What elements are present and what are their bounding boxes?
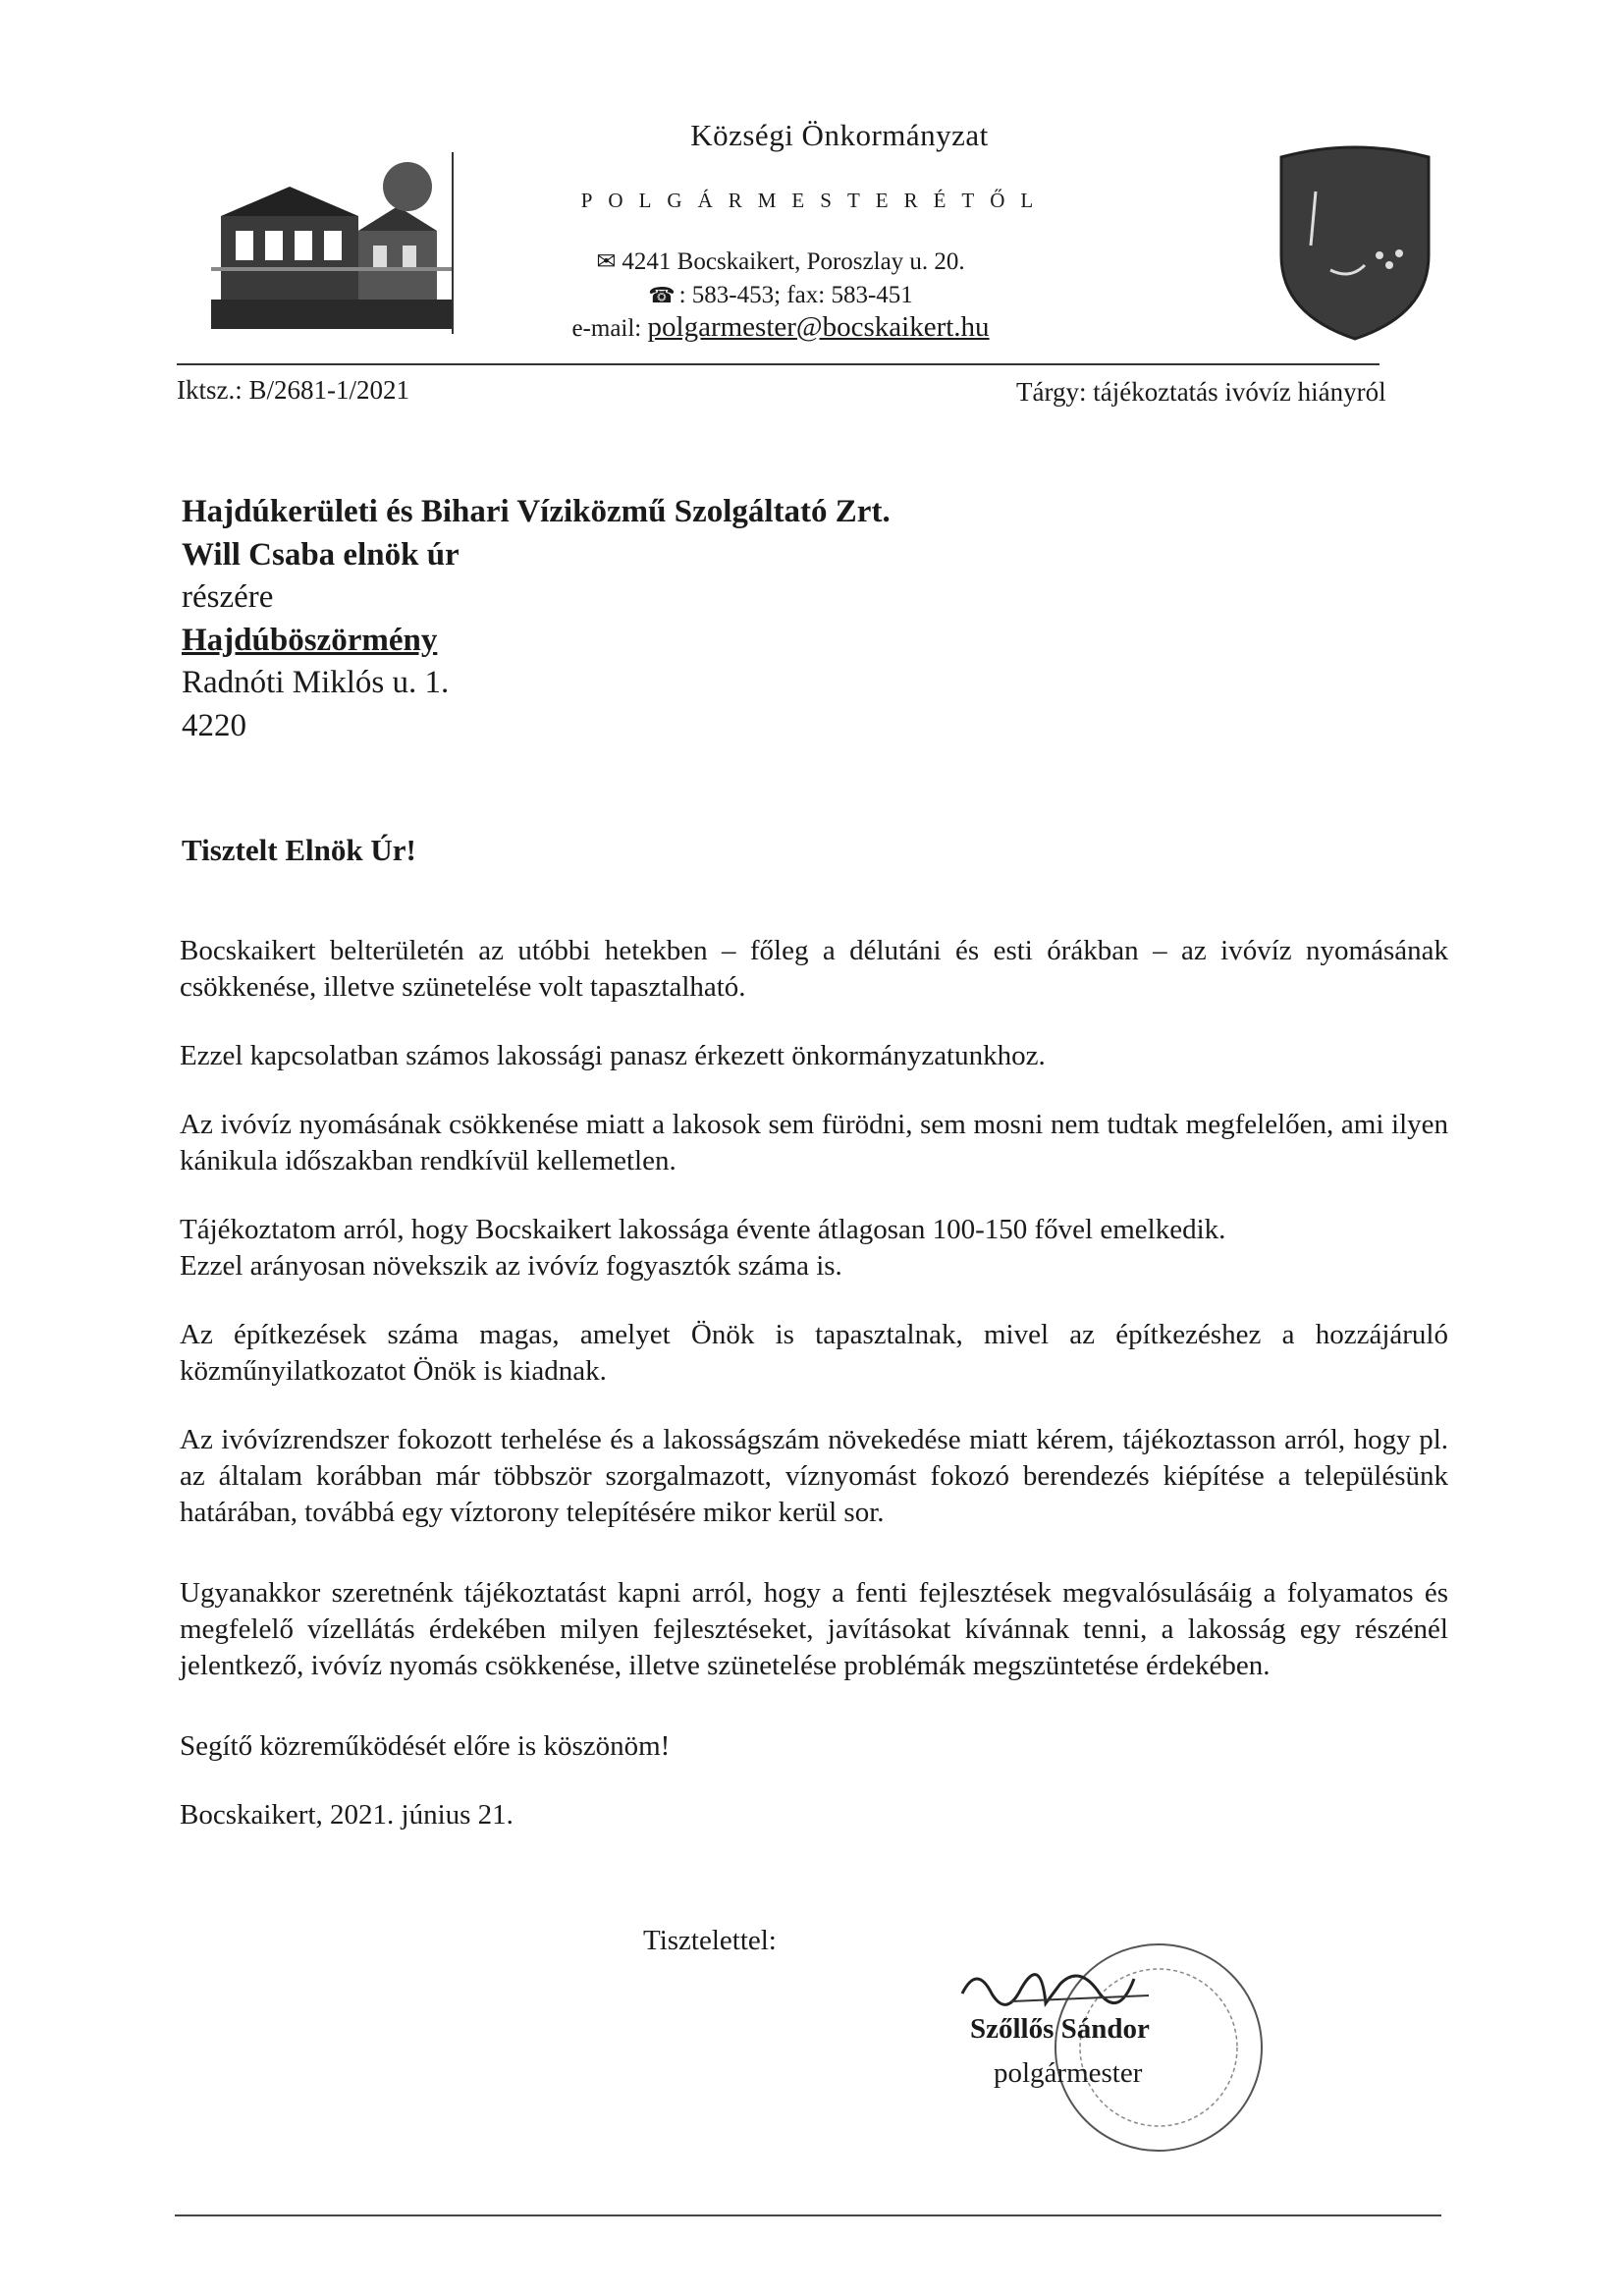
email-label: e-mail: [571, 315, 648, 342]
phone-text: : 583-453; fax: 583-451 [678, 282, 913, 308]
phone-icon: ☎ [648, 283, 676, 307]
phone-line [550, 279, 1011, 311]
signatory-name: Szőllős Sándor [970, 2013, 1150, 2045]
org-name: Községi Önkormányzat [690, 118, 989, 152]
reference-number: Iktsz.: B/2681-1/2021 [177, 375, 409, 405]
coat-of-arms-crest [1271, 137, 1438, 344]
recipient-for: részére [182, 579, 274, 615]
office-title: POLGÁRMESTERÉTŐL [580, 189, 1050, 212]
recipient-block [182, 491, 891, 747]
address-text: 4241 Bocskaikert, Poroszlay u. 20. [622, 248, 965, 275]
footer-rule [175, 2214, 1441, 2216]
recipient-zip: 4220 [182, 707, 246, 743]
salutation: Tisztelt Elnök Úr! [182, 833, 416, 867]
paragraph-7: Az ivóvízrendszer fokozott terhelése és a lakosságszám növekedése miatt kérem, tájékoztasson arról, hogy pl. az általam korábban már többször szorgalmazott, víznyomást fokozó berendezés kiépítése a településünk határában, továbbá egy víztorony telepítésére mikor kerül sor. [180, 1424, 1448, 1528]
paragraph-5: Ezzel arányosan növekszik az ivóvíz fogyasztók száma is. [180, 1250, 842, 1282]
paragraph-8: Ugyanakkor szeretnénk tájékoztatást kapni arról, hogy a fenti fejlesztések megvalósulásáig a folyamatos és megfelelő vízellátás érdekében milyen fejlesztéseket, javításokat kívánnak tenni, a lakosság egy részénél jelentkező, ivóvíz nyomás csökkenése, illetve szünetelése problémák megszüntetése érdekében. [180, 1577, 1448, 1681]
header-rule [177, 363, 1380, 365]
letterhead-divider [452, 152, 454, 334]
paragraph-4: Tájékoztatom arról, hogy Bocskaikert lakossága évente átlagosan 100-150 fővel emelkedik. [180, 1214, 1226, 1245]
signatory-title: polgármester [994, 2057, 1143, 2089]
paragraph-6: Az építkezések száma magas, amelyet Önök is tapasztalnak, mivel az építkezéshez a hozzájáruló közműnyilatkozatot Önök is kiadnak. [180, 1319, 1448, 1387]
date-line: Bocskaikert, 2021. június 21. [180, 1799, 514, 1831]
paragraph-1: Bocskaikert belterületén az utóbbi hetekben – főleg a délutáni és esti órákban – az ivóvíz nyomásának csökkenése, illetve szünetelése volt tapasztalható. [180, 935, 1448, 1003]
address-line [550, 246, 1011, 279]
recipient-company: Hajdúkerületi és Bihari Víziközmű Szolgáltató Zrt. [182, 494, 891, 529]
email-link[interactable]: polgarmester@bocskaikert.hu [647, 311, 990, 343]
paragraph-9: Segítő közreműködését előre is köszönöm! [180, 1730, 671, 1762]
closing: Tisztelettel: [643, 1925, 777, 1956]
building-logo [211, 157, 452, 329]
envelope-icon: ✉ [596, 249, 617, 275]
paragraph-2: Ezzel kapcsolatban számos lakossági panasz érkezett önkormányzatunkhoz. [180, 1040, 1046, 1071]
recipient-street: Radnóti Miklós u. 1. [182, 665, 450, 700]
email-line [550, 311, 1011, 345]
subject-line: Tárgy: tájékoztatás ivóvíz hiányról [1016, 377, 1386, 407]
recipient-city: Hajdúböszörmény [182, 622, 438, 658]
recipient-person: Will Csaba elnök úr [182, 536, 460, 573]
paragraph-3: Az ivóvíz nyomásának csökkenése miatt a lakosok sem fürödni, sem mosni nem tudtak megfelelően, ami ilyen kánikula időszakban rendkívül kellemetlen. [180, 1109, 1448, 1176]
contact-block [550, 246, 1011, 345]
letter-body [180, 933, 1448, 1833]
